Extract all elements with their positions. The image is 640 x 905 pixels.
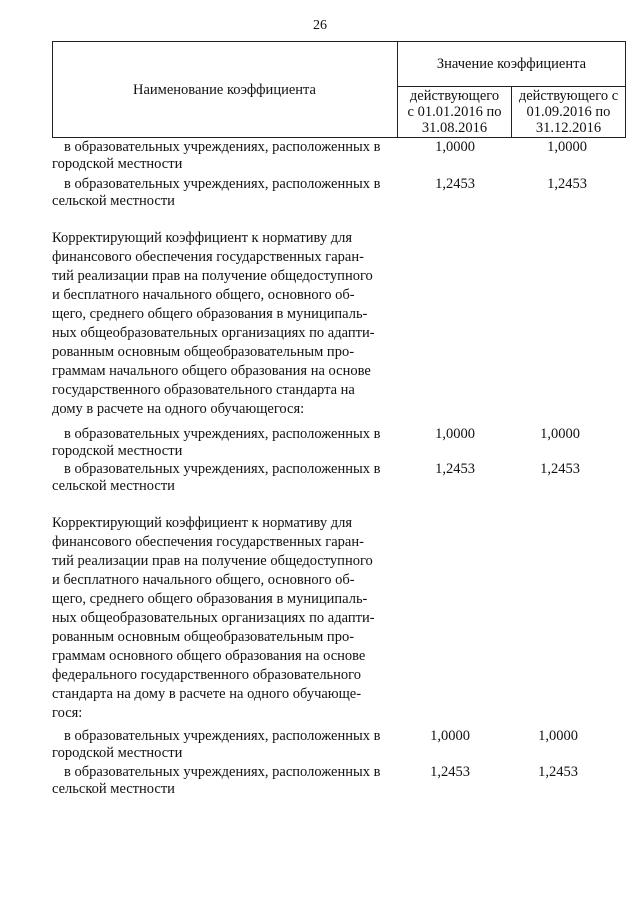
table-header (52, 41, 626, 138)
value-cell: 1,2453 (430, 764, 470, 780)
value-cell: 1,0000 (430, 728, 470, 744)
value-cell: 1,2453 (435, 461, 475, 477)
row-rural: в образовательных учреждениях, расположенных в сельской местности (52, 764, 381, 797)
row-urban: в образовательных учреждениях, расположенных в городской местности (52, 426, 381, 459)
coefficient-description: Корректирующий коэффициент к нормативу для финансового обеспечения государственных гаран- тий реализации прав на получение общедоступного и бесплатного начального общего, основного об- щего, среднего общего образования в муниципаль- ных общеобразовательных организациях по адапти- рованным основным общеобразовательным про- граммам основного общего образования на основе федерального государственного образовательного стандарта на дому в расчете на одного обучающе- гося: (52, 515, 375, 721)
value-cell: 1,2453 (435, 176, 475, 192)
row-urban: в образовательных учреждениях, расположенных в городской местности (52, 728, 381, 761)
row-rural: в образовательных учреждениях, расположенных в сельской местности (52, 176, 381, 209)
value-cell: 1,2453 (540, 461, 580, 477)
value-cell: 1,0000 (435, 426, 475, 442)
value-cell: 1,0000 (435, 139, 475, 155)
row-urban: в образовательных учреждениях, расположенных в городской местности (52, 139, 381, 172)
coefficient-name-header: Наименование коэффициента (133, 82, 316, 98)
row-rural: в образовательных учреждениях, расположенных в сельской местности (52, 461, 381, 494)
coefficient-description: Корректирующий коэффициент к нормативу для финансового обеспечения государственных гаран- тий реализации прав на получение общедоступного и бесплатного начального общего, основного об- щего, среднего общего образования в муниципаль- ных общеобразовательных организациях по адапти- рованным основным общеобразовательным про- граммам начального общего образования на основе государственного образовательного стандарта на дому в расчете на одного обучающегося: (52, 230, 375, 417)
value-cell: 1,0000 (547, 139, 587, 155)
value-cell: 1,2453 (547, 176, 587, 192)
value-cell: 1,0000 (538, 728, 578, 744)
coefficient-value-header: Значение коэффициента (436, 56, 587, 72)
period2-header: действующего с 01.09.2016 по 31.12.2016 (518, 88, 619, 136)
value-cell: 1,0000 (540, 426, 580, 442)
value-cell: 1,2453 (538, 764, 578, 780)
page-number: 26 (313, 18, 327, 33)
period1-header: действующего с 01.01.2016 по 31.08.2016 (407, 88, 502, 136)
